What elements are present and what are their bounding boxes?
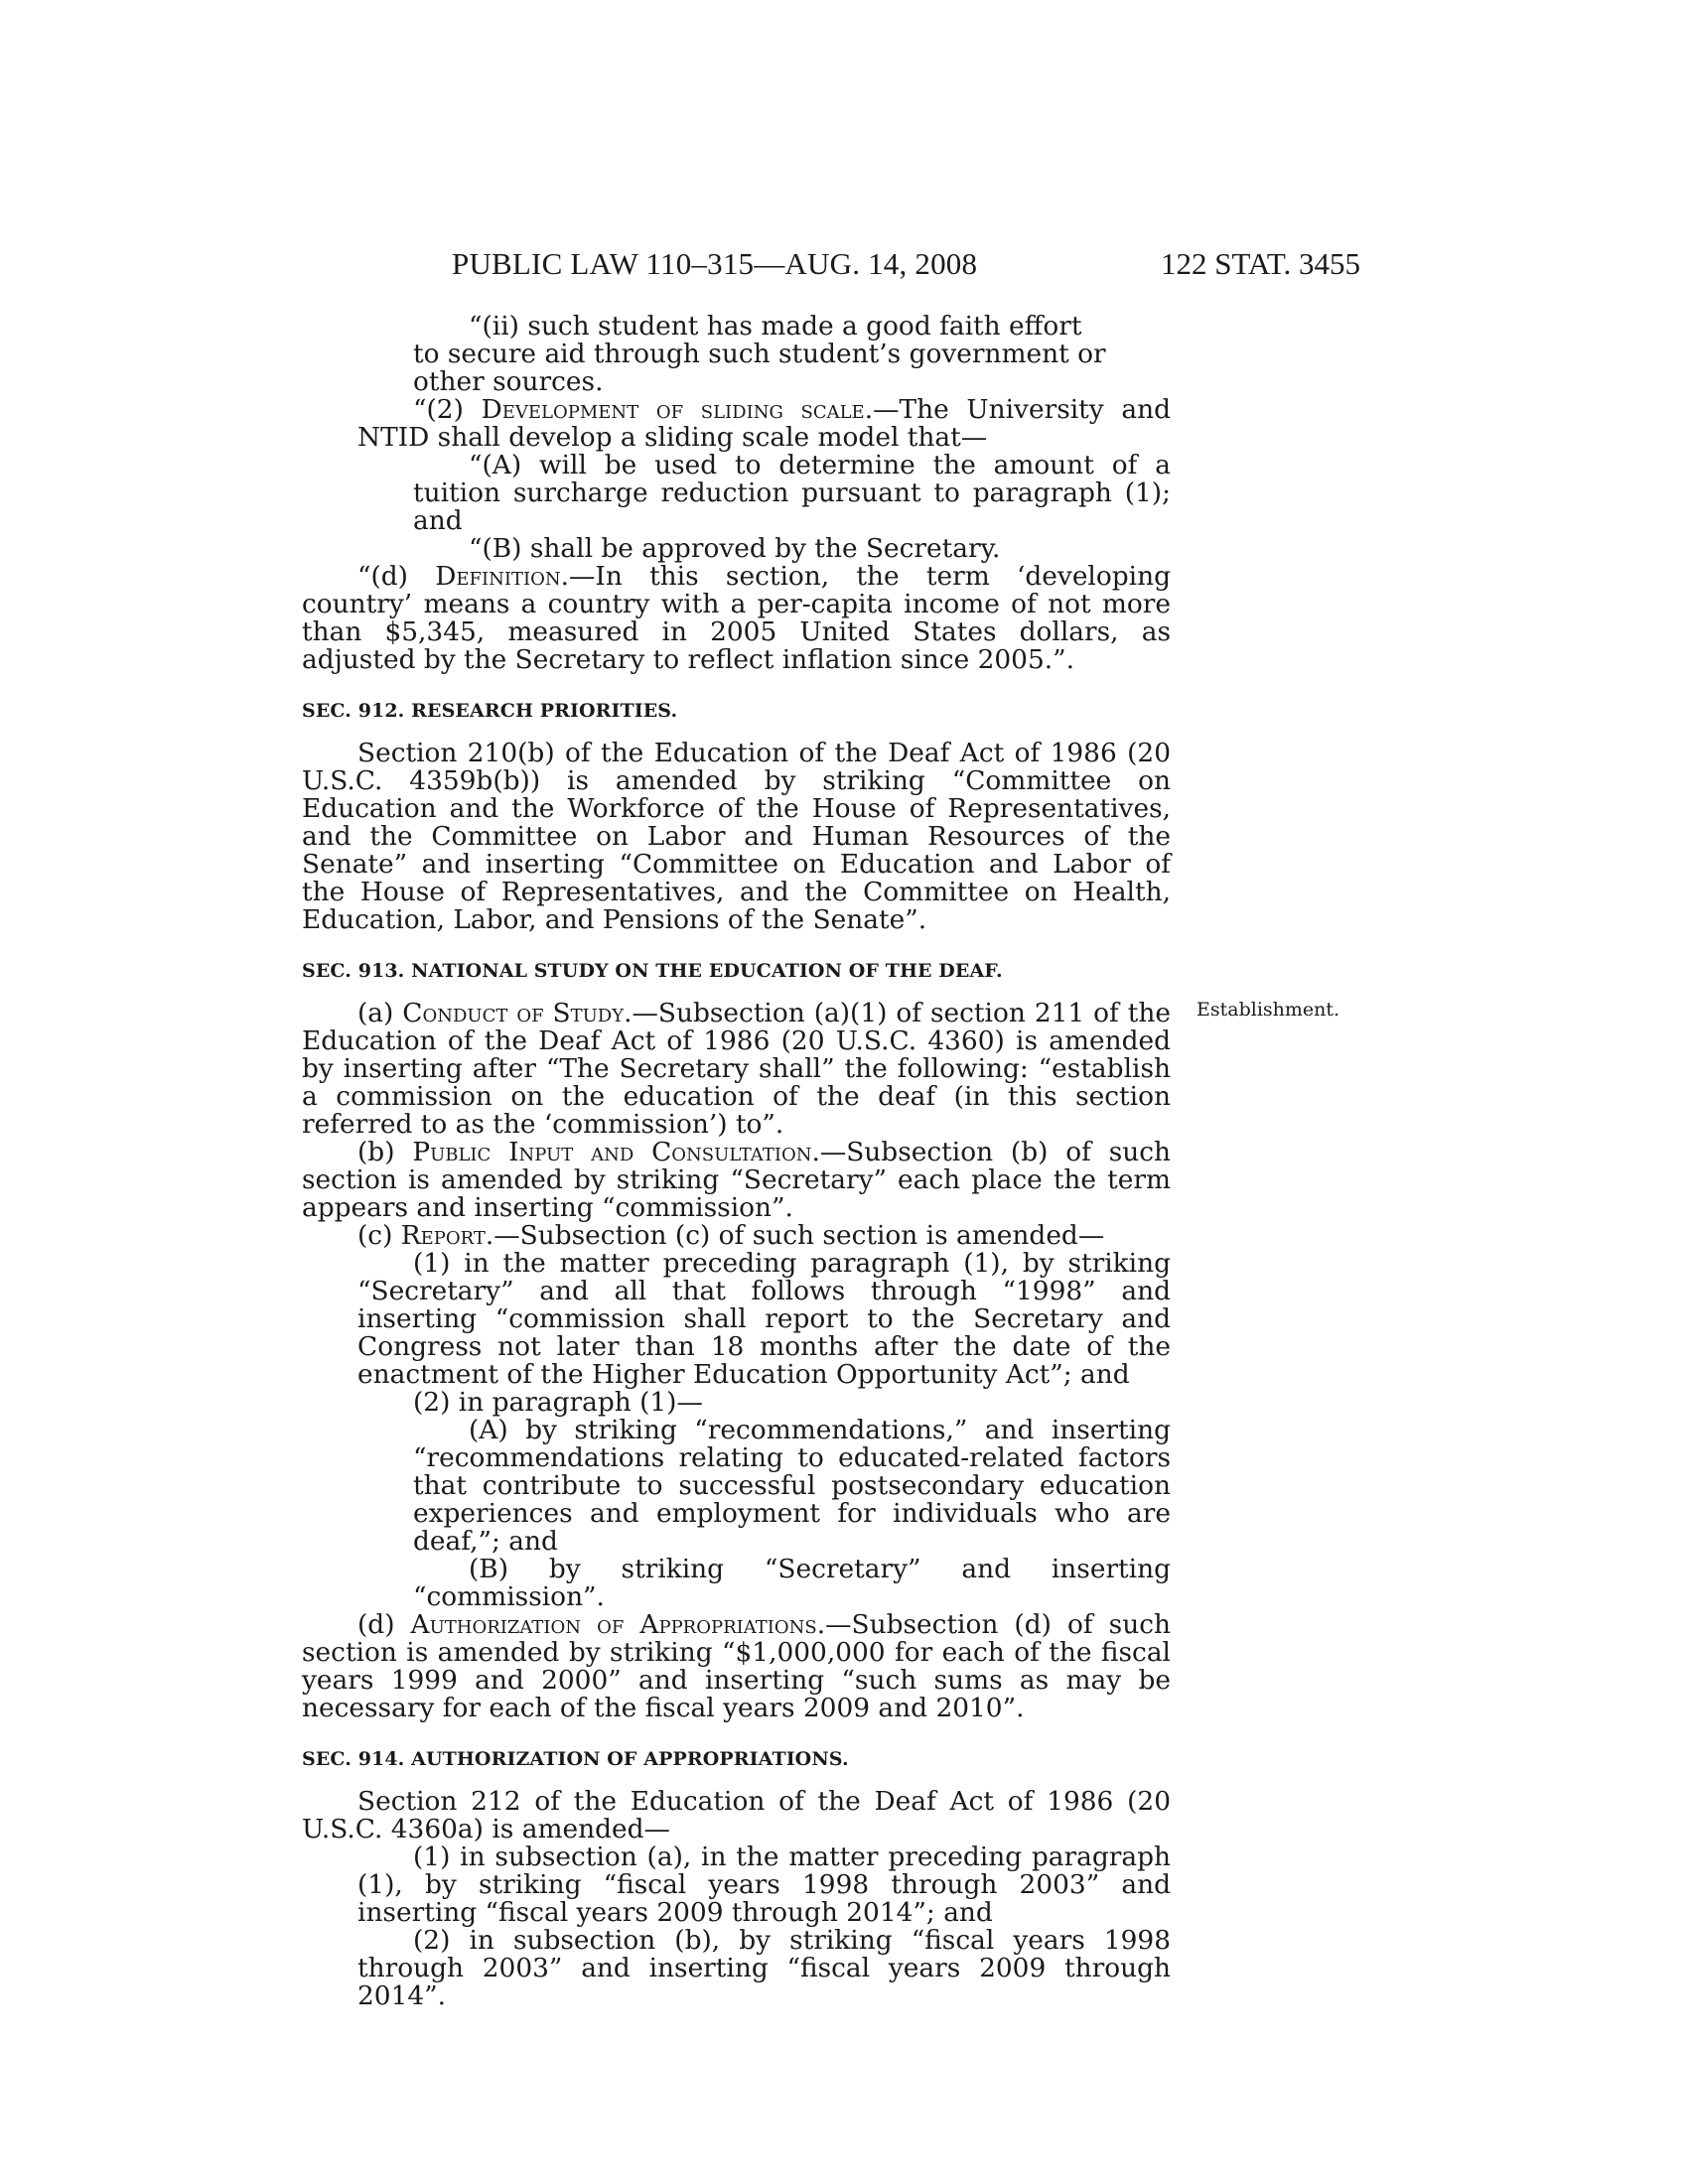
subsection-number: (a) bbox=[357, 998, 403, 1028]
section-913-subsection-c bbox=[302, 1222, 1171, 1250]
section-914-paragraph-2: (2) in subsection (b), by striking “fiscal years 1998 through 2003” and inserting “fiscal years 2009 through 2014”. bbox=[357, 1925, 1171, 2011]
section-913-c-subparagraph-B: (B) by striking “Secretary” and inserting “commission”. bbox=[413, 1554, 1171, 1612]
section-913-subsection-a bbox=[302, 1000, 1171, 1139]
section-913-subsection-d bbox=[302, 1611, 1171, 1722]
subsection-text: .—Subsection (d) of such section is amended by striking “$1,000,000 for each of the fiscal years 1999 and 2000” and inserting “such sums as may be necessary for each of the fiscal years 2009 and 2010”. bbox=[302, 1609, 1172, 1723]
subsection-heading: Report bbox=[400, 1220, 486, 1251]
subsection-number: “(d) bbox=[357, 561, 436, 592]
section-913-heading: SEC. 913. NATIONAL STUDY ON THE EDUCATION OF THE DEAF. bbox=[302, 960, 1003, 982]
subsection-number: (d) bbox=[357, 1609, 411, 1640]
subsection-d-definition bbox=[302, 563, 1171, 674]
subsection-number: (c) bbox=[357, 1220, 401, 1251]
subsection-text: .—Subsection (c) of such section is amended— bbox=[485, 1220, 1105, 1251]
running-header-page-number: 122 STAT. 3455 bbox=[1160, 246, 1360, 281]
subsection-heading: Public Input and Consultation bbox=[412, 1137, 812, 1167]
margin-note-establishment: Establishment. bbox=[1196, 999, 1340, 1021]
section-912-text: Section 210(b) of the Education of the Deaf Act of 1986 (20 U.S.C. 4359b(b)) is amended by striking “Committee on Education and the Workforce of the House of Representatives, and the Committee on Labor and Human Resources of the Senate” and inserting “Committee on Education and Labor of the House of Representatives, and the Committee on Health, Education, Labor, and Pensions of the Senate”. bbox=[302, 738, 1171, 935]
clause-ii bbox=[302, 313, 1171, 396]
running-header-title: PUBLIC LAW 110–315—AUG. 14, 2008 bbox=[452, 246, 978, 281]
section-913-subsection-b bbox=[302, 1139, 1171, 1222]
paragraph-heading: Development of sliding scale bbox=[481, 394, 865, 425]
section-913-c-paragraph-1: (1) in the matter preceding paragraph (1), by striking “Secretary” and all that follows through “1998” and inserting “commission shall report to the Secretary and Congress not later than 18 months after the date of the enactment of the Higher Education Opportunity Act”; and bbox=[357, 1248, 1171, 1390]
paragraph-2B: “(B) shall be approved by the Secretary. bbox=[469, 533, 1001, 564]
clause-ii-line: “(ii) such student has made a good faith effort bbox=[469, 311, 1082, 341]
subsection-text: .—Subsection (b) of such section is amended by striking “Secretary” each place the term appears and inserting “commission”. bbox=[302, 1137, 1172, 1223]
section-914-heading: SEC. 914. AUTHORIZATION OF APPROPRIATIONS. bbox=[302, 1748, 849, 1770]
subsection-text: .—In this section, the term ‘developing country’ means a country with a per-capita income of not more than $5,345, measured in 2005 United States dollars, as adjusted by the Secretary to reflect inflation since 2005.”. bbox=[302, 561, 1171, 675]
section-912-heading: SEC. 912. RESEARCH PRIORITIES. bbox=[302, 700, 678, 722]
document-body bbox=[302, 313, 1171, 2010]
subsection-heading: Authorization of Appropriations bbox=[410, 1609, 817, 1640]
paragraph-number: “(2) bbox=[413, 394, 482, 425]
clause-ii-line: to secure aid through such student’s government or bbox=[413, 339, 1106, 369]
section-913-c-subparagraph-A: (A) by striking “recommendations,” and inserting “recommendations relating to educated-related factors that contribute to successful postsecondary education experiences and employment for individuals who are deaf,”; and bbox=[413, 1415, 1171, 1557]
subsection-heading: Definition bbox=[435, 561, 561, 592]
section-914-paragraph-1: (1) in subsection (a), in the matter preceding paragraph (1), by striking “fiscal years 1998 through 2003” and inserting “fiscal years 2009 through 2014”; and bbox=[357, 1842, 1171, 1928]
paragraph-text: .—The University and NTID shall develop a sliding scale model that— bbox=[357, 394, 1172, 453]
subsection-heading: Conduct of Study bbox=[402, 998, 625, 1028]
paragraph-2A: “(A) will be used to determine the amount of a tuition surcharge reduction pursuant to paragraph (1); and bbox=[413, 450, 1171, 536]
section-914-intro: Section 212 of the Education of the Deaf Act of 1986 (20 U.S.C. 4360a) is amended— bbox=[302, 1786, 1171, 1844]
subsection-text: .—Subsection (a)(1) of section 211 of the Education of the Deaf Act of 1986 (20 U.S.C. 4360) is amended by inserting after “The Secretary shall” the following: “establish a commission on the education of the deaf (in this section referred to as the ‘commission’) to”. bbox=[302, 998, 1171, 1140]
subsection-number: (b) bbox=[357, 1137, 413, 1167]
section-913-c-paragraph-2: (2) in paragraph (1)— bbox=[413, 1387, 703, 1418]
paragraph-2-sliding-scale bbox=[302, 396, 1171, 452]
clause-ii-line: other sources. bbox=[413, 366, 604, 397]
